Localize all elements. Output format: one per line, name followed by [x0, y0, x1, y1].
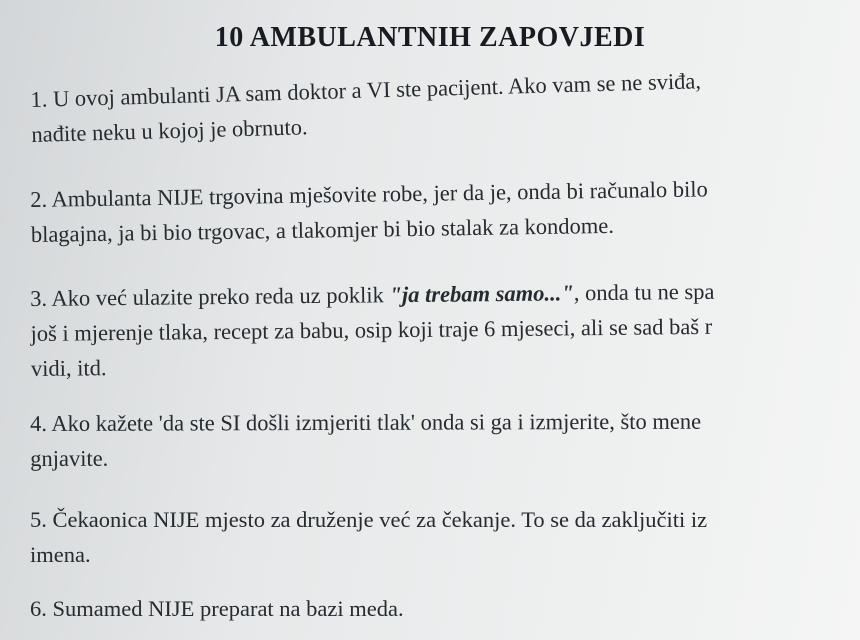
commandment-2-line-2: blagajna, ja bi bio trgovac, a tlakomjer bi bio stalak za kondome. [30, 212, 615, 247]
commandment-2-line-1: 2. Ambulanta NIJE trgovina mješovite robe, jer da je, onda bi računalo bilo [30, 176, 708, 212]
document-title: 10 AMBULANTNIH ZAPOVJEDI [214, 22, 646, 53]
commandment-5-line-2: imena. [30, 542, 91, 567]
commandment-1-line-1: 1. U ovoj ambulanti JA sam doktor a VI ste pacijent. Ako vam se ne sviđa, [30, 68, 702, 112]
commandment-4 [30, 404, 701, 476]
commandment-3-quote: "ja trebam samo..." [389, 280, 574, 308]
commandment-6-line-1: 6. Sumamed NIJE preparat na bazi meda. [30, 596, 404, 621]
commandment-3-line-3: vidi, itd. [30, 355, 107, 381]
commandment-3 [30, 274, 715, 386]
commandment-1-line-2: nađite neku u kojoj je obrnuto. [31, 114, 308, 147]
commandment-3-line-1-start: 3. Ako već ulazite preko reda uz poklik [30, 282, 390, 311]
commandment-3-line-1-end: , onda tu ne spa [573, 278, 715, 306]
commandment-5 [30, 502, 707, 572]
commandment-1 [30, 63, 702, 152]
commandment-4-line-1: 4. Ako kažete 'da ste SI došli izmjeriti tlak' onda si ga i izmjerite, što mene [30, 408, 702, 436]
commandment-4-line-2: gnjavite. [30, 445, 109, 471]
commandment-6 [30, 591, 404, 626]
commandment-3-line-2: još i mjerenje tlaka, recept za babu, osip koji traje 6 mjeseci, ali se sad baš r [30, 313, 713, 346]
commandment-5-line-1: 5. Čekaonica NIJE mjesto za druženje već za čekanje. To se da zaključiti iz [30, 507, 708, 532]
commandment-2 [30, 171, 709, 252]
